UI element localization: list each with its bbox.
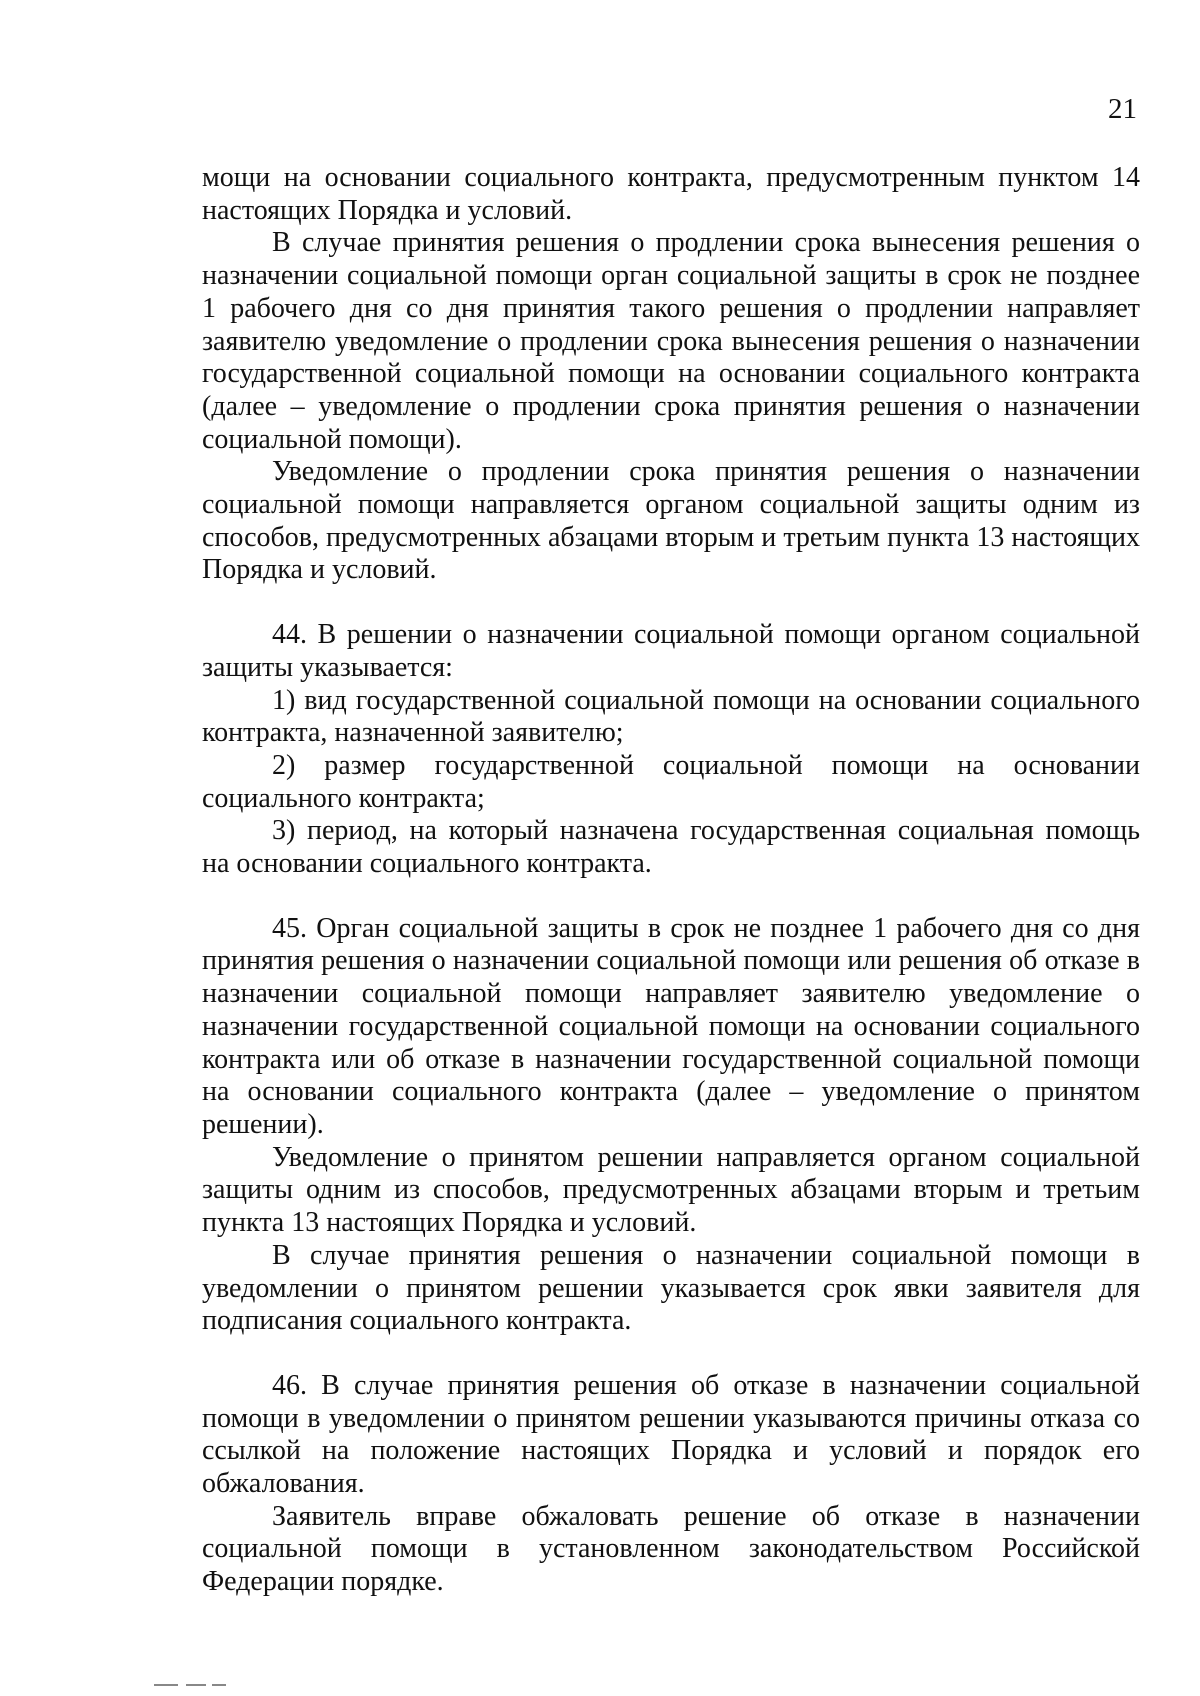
page-number: 21 [1108,93,1137,125]
clause-46: 46. В случае принятия решения об отказе в назначении социальной помощи в уведомлении о принятом решении указываются причины отказа со ссылкой на положение настоящих Порядка и условий и порядок его обжалования. [202,1369,1140,1500]
clause-44: 44. В решении о назначении социальной помощи органом социальной защиты указывается: [202,619,1140,683]
clause-45: 45. Орган социальной защиты в срок не позднее 1 рабочего дня со дня принятия решения о назначении социальной помощи или решения об отказе в назначении социальной помощи направляет заявителю уведомление о назначении государственной социальной помощи на основании социального контракта или об отказе в назначении государственной социальной помощи на основании социального контракта (далее – уведомление о принятом решении). [202,912,1140,1140]
document-body [202,162,1140,1599]
paragraph-notice-delivery: Уведомление о продлении срока принятия решения о назначении социальной помощи направляется органом социальной защиты одним из способов, предусмотренных абзацами вторым и третьим пункта 13 настоящих Порядка и условий. [202,456,1140,586]
clause-44-item-1: 1) вид государственной социальной помощи на основании социального контракта, назначенной заявителю; [202,684,1140,749]
scan-mark [212,1684,226,1686]
clause-46-appeal: Заявитель вправе обжаловать решение об отказе в назначении социальной помощи в установленном законодательством Российской Федерации порядке. [202,1500,1140,1598]
clause-45-delivery: Уведомление о принятом решении направляется органом социальной защиты одним из способов, предусмотренных абзацами вторым и третьим пункта 13 настоящих Порядка и условий. [202,1141,1140,1239]
paragraph-continuation: мощи на основании социального контракта, предусмотренным пунктом 14 настоящих Порядка и условий. [202,162,1140,226]
clause-44-item-2: 2) размер государственной социальной помощи на основании социального контракта; [202,749,1140,814]
clause-44-item-3: 3) период, на который назначена государственная социальная помощь на основании социального контракта. [202,815,1140,880]
clause-45-attendance: В случае принятия решения о назначении социальной помощи в уведомлении о принятом решении указывается срок явки заявителя для подписания социального контракта. [202,1239,1140,1337]
scan-mark [154,1684,178,1686]
paragraph-extension-notice: В случае принятия решения о продлении срока вынесения решения о назначении социальной помощи орган социальной защиты в срок не позднее 1 рабочего дня со дня принятия такого решения о продлении направляет заявителю уведомление о продлении срока вынесения решения о назначении государственной социальной помощи на основании социального контракта (далее – уведомление о продлении срока принятия решения о назначении социальной помощи). [202,227,1140,455]
scan-mark [186,1684,206,1686]
scan-artifact [154,1684,228,1687]
